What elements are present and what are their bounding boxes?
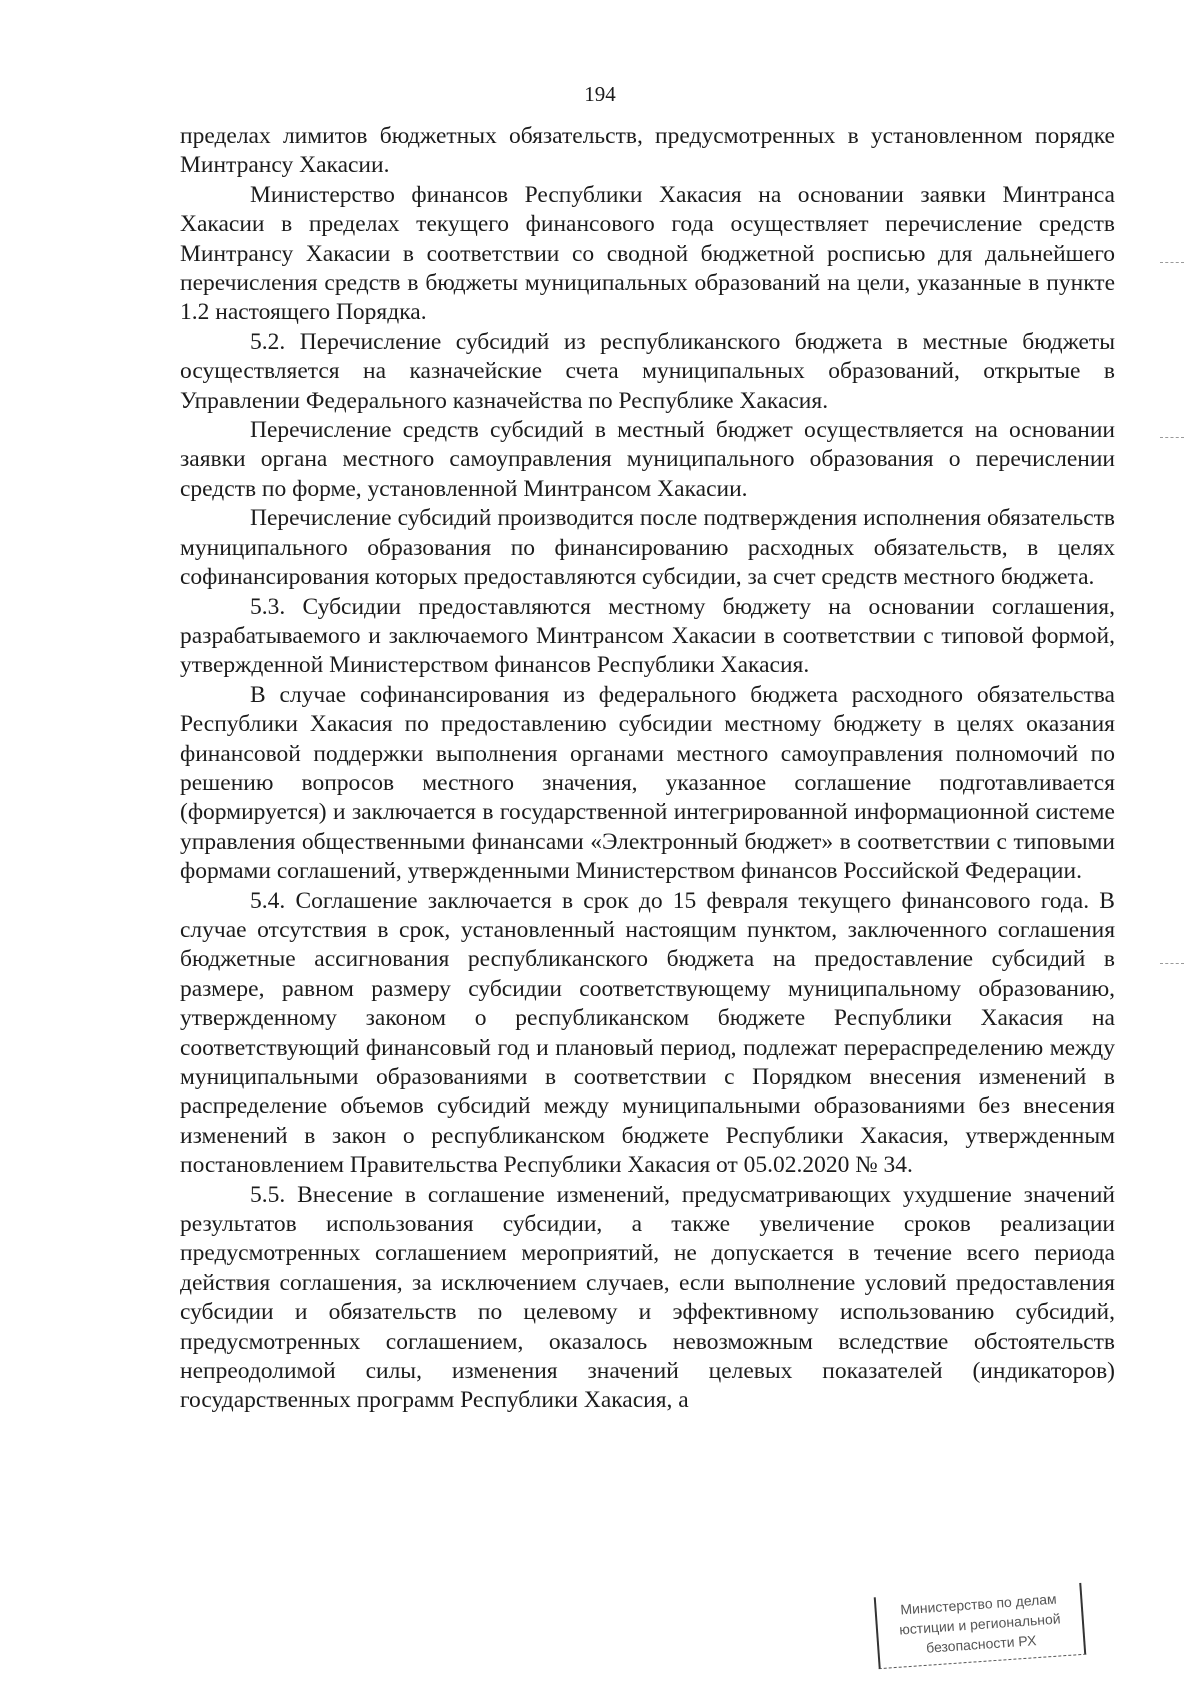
stamp-line: Министерство по делам	[899, 1590, 1058, 1618]
paragraph: 5.5. Внесение в соглашение изменений, предусматривающих ухудшение значений результатов использования субсидии, а также увеличение сроков реализации предусмотренных соглашением мероприятий, не допускается в течение всего периода действия соглашения, за исключением случаев, если выполнение условий предоставления субсидии и обязательств по целевому и эффективному использованию субсидий, предусмотренных соглашением, оказалось невозможным вследствие обстоятельств непреодолимой силы, изменения значений целевых показателей (индикаторов) государственных программ Республики Хакасия, а	[180, 1181, 1115, 1414]
page-number: 194	[584, 82, 616, 106]
paragraph: Перечисление средств субсидий в местный бюджет осуществляется на основании заявки органа местного самоуправления муниципального образования о перечислении средств по форме, установленной Минтрансом Хакасии.	[180, 417, 1115, 502]
stamp-line: юстиции и региональной	[898, 1610, 1062, 1638]
margin-mark	[1160, 963, 1184, 964]
margin-mark	[1160, 437, 1184, 438]
paragraph: 5.4. Соглашение заключается в срок до 15 февраля текущего финансового года. В случае отсутствия в срок, установленный настоящим пунктом, заключенного соглашения бюджетные ассигнования республиканского бюджета на предоставление субсидий в размере, равном размеру субсидии соответствующему муниципальному образованию, утвержденному законом о республиканском бюджете Республики Хакасия на соответствующий финансовый год и плановый период, подлежат перераспределению между муниципальными образованиями в соответствии с Порядком внесения изменений в распределение объемов субсидий между муниципальными образованиями без внесения изменений в закон о республиканском бюджете Республики Хакасия, утвержденным постановлением Правительства Республики Хакасия от 05.02.2020 № 34.	[180, 887, 1115, 1179]
paragraph: Министерство финансов Республики Хакасия на основании заявки Минтранса Хакасии в пределах текущего финансового года осуществляет перечисление средств Минтрансу Хакасии в соответствии со сводной бюджетной росписью для дальнейшего перечисления средств в бюджеты муниципальных образований на цели, указанные в пункте 1.2 настоящего Порядка.	[180, 181, 1115, 326]
margin-mark	[1160, 262, 1184, 263]
registration-stamp	[874, 1583, 1087, 1669]
paragraph: 5.3. Субсидии предоставляются местному бюджету на основании соглашения, разрабатываемого и заключаемого Минтрансом Хакасии в соответствии с типовой формой, утвержденной Министерством финансов Республики Хакасия.	[180, 593, 1115, 679]
document-body	[180, 122, 1115, 1416]
paragraph: Перечисление субсидий производится после подтверждения исполнения обязательств муниципального образования по финансированию расходных обязательств, в целях софинансирования которых предоставляются субсидии, за счет средств местного бюджета.	[180, 505, 1115, 591]
paragraph: В случае софинансирования из федерального бюджета расходного обязательства Республики Хакасия по предоставлению субсидии местному бюджету в целях оказания финансовой поддержки выполнения органами местного самоуправления полномочий по решению вопросов местного значения, указанное соглашение подготавливается (формируется) и заключается в государственной интегрированной информационной системе управления общественными финансами «Электронный бюджет» в соответствии с типовыми формами соглашений, утвержденными Министерством финансов Российской Федерации.	[180, 681, 1115, 885]
paragraph: пределах лимитов бюджетных обязательств, предусмотренных в установленном порядке Минтрансу Хакасии.	[180, 123, 1115, 179]
stamp-line: безопасности РХ	[925, 1632, 1037, 1656]
paragraph: 5.2. Перечисление субсидий из республиканского бюджета в местные бюджеты осуществляется на казначейские счета муниципальных образований, открытые в Управлении Федерального казначейства по Республике Хакасия.	[180, 328, 1115, 414]
